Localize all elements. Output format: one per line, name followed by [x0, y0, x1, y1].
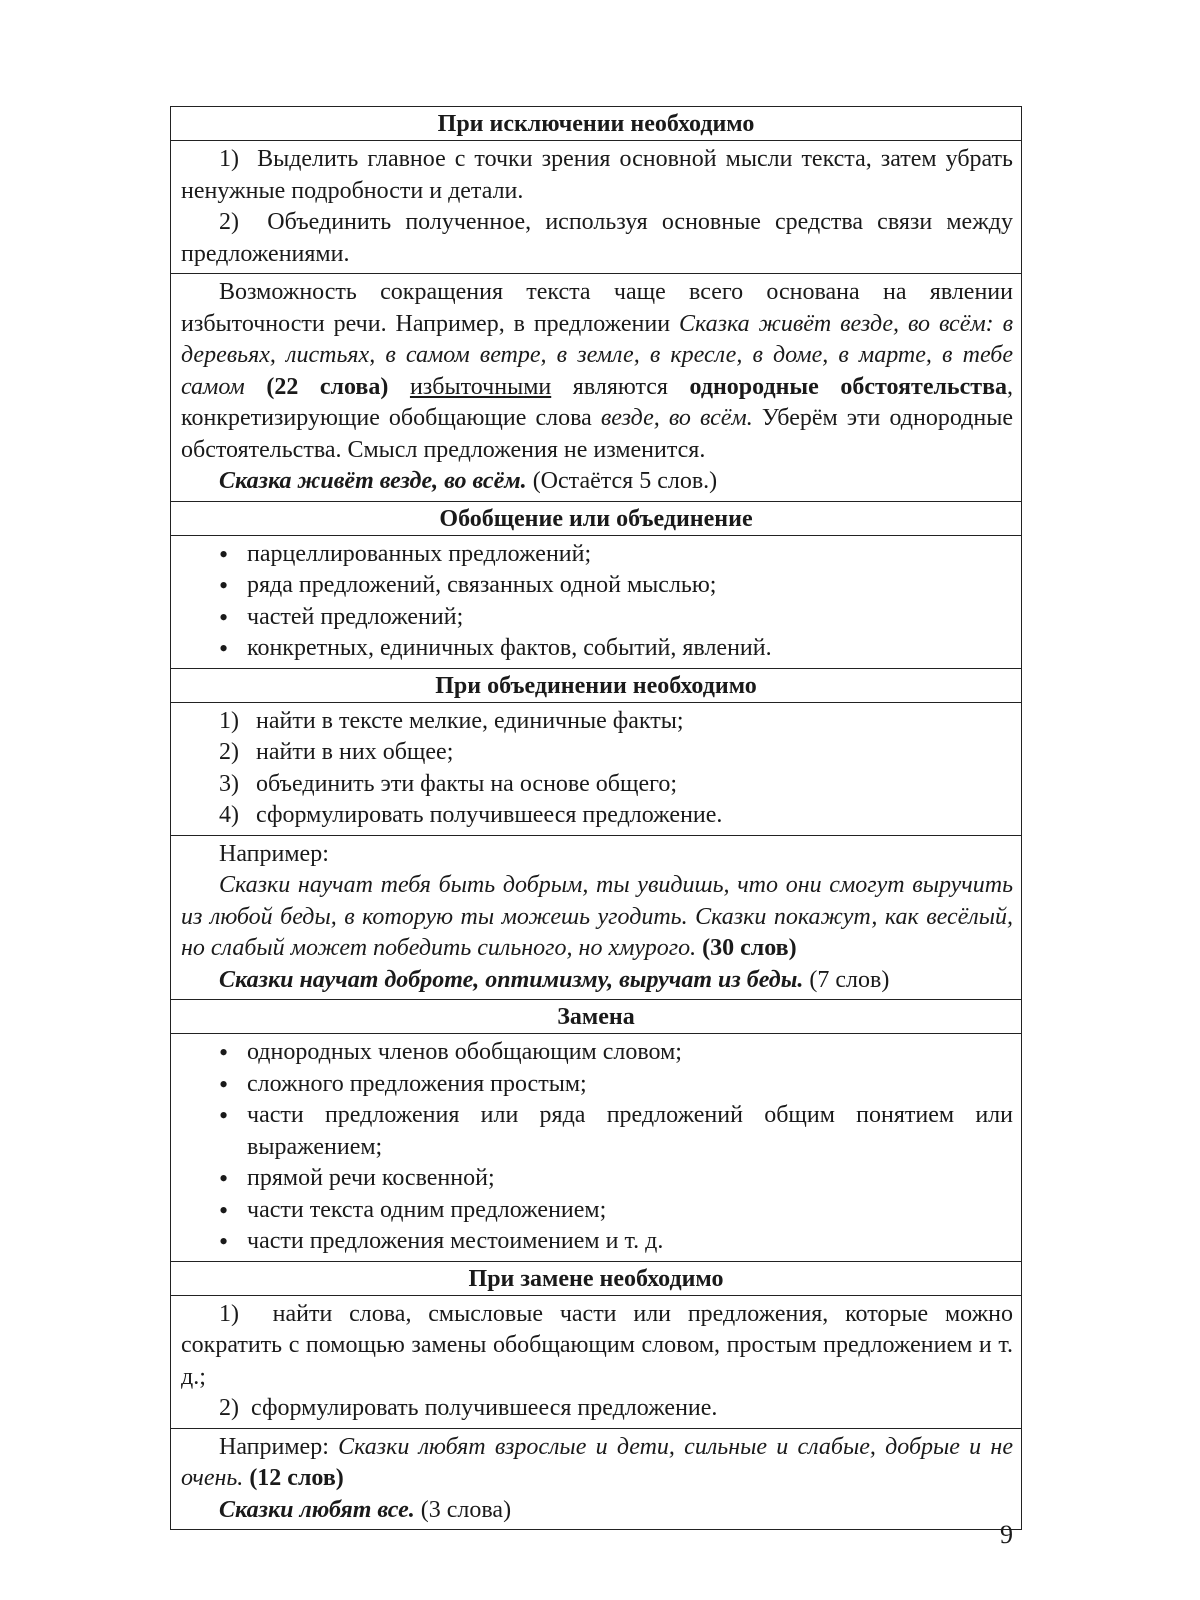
list-item: • прямой речи косвенной; — [181, 1163, 1013, 1195]
combining-example-result: Сказки научат доброте, оптимизму, выручат из беды. (7 слов) — [219, 966, 890, 993]
exclusion-step-1: 1) Выделить главное с точки зрения основной мысли текста, затем убрать ненужные подробности и детали. — [181, 146, 1013, 204]
combining-example — [171, 836, 1021, 1001]
section-header-exclusion: При исключении необходимо — [171, 107, 1021, 141]
replacing-step-1: 1) найти слова, смысловые части или предложения, которые можно сократить с помощью замены обобщающим словом, простым предложением и т. д.; — [181, 1300, 1013, 1390]
section-header-combining: При объединении необходимо — [171, 669, 1021, 703]
combining-steps-cell — [171, 703, 1021, 836]
exclusion-steps — [171, 141, 1021, 274]
replacement-list-cell — [171, 1034, 1021, 1262]
replacement-list — [181, 1037, 1013, 1258]
replacing-step-2: 2) сформулировать получившееся предложение. — [219, 1395, 718, 1421]
combining-steps — [181, 706, 1013, 832]
generalization-list-cell — [171, 536, 1021, 669]
redundancy-result: Сказка живёт везде, во всём. (Остаётся 5 слов.) — [219, 468, 718, 494]
list-item: • частей предложений; — [181, 602, 1013, 634]
rules-table — [170, 106, 1022, 1530]
list-item: • части текста одним предложением; — [181, 1195, 1013, 1227]
redundancy-paragraph: Возможность сокращения текста чаще всего основана на явлении избыточности речи. Например, в предложении Сказка живёт везде, во всём: в деревьях, листьях, в самом ветре, в земле, в кресле, в доме, в марте, в тебе самом (22 слова) избыточными являются однородные обстоятельства, конкретизирующие обобщающие слова везде, во всём. Уберём эти однородные обстоятельства. Смысл предложения не изменится. — [181, 279, 1014, 463]
section-header-replacement: Замена — [171, 1000, 1021, 1034]
list-item: • ряда предложений, связанных одной мыслью; — [181, 570, 1013, 602]
section-header-generalization: Обобщение или объединение — [171, 502, 1021, 536]
replacing-steps — [171, 1296, 1021, 1429]
page-number: 9 — [1000, 1520, 1013, 1549]
list-item: • части предложения или ряда предложений общим понятием или выражением; — [181, 1100, 1013, 1163]
exclusion-step-2: 2) Объединить полученное, используя основные средства связи между предложениями. — [181, 209, 1013, 267]
section-header-replacing: При замене необходимо — [171, 1262, 1021, 1296]
example-label: Например: — [219, 840, 329, 867]
list-item: • парцеллированных предложений; — [181, 539, 1013, 571]
generalization-list — [181, 539, 1013, 665]
replacing-example — [171, 1429, 1021, 1530]
list-item: • сложного предложения простым; — [181, 1069, 1013, 1101]
list-item: • части предложения местоимением и т. д. — [181, 1226, 1013, 1258]
combining-example-text: Сказки научат тебя быть добрым, ты увидишь, что они смогут выручить из любой беды, в которую ты можешь угодить. Сказки покажут, как весёлый, но слабый может победить сильного, но хмурого. (30 слов) — [181, 872, 1013, 961]
list-item: 3) объединить эти факты на основе общего; — [219, 770, 678, 797]
list-item: 1) найти в тексте мелкие, единичные факты; — [219, 707, 684, 734]
replacing-example-text: Например: Сказки любят взрослые и дети, сильные и слабые, добрые и не очень. (12 слов) — [181, 1433, 1013, 1491]
list-item: • конкретных, единичных фактов, событий, явлений. — [181, 633, 1013, 665]
list-item: 4) сформулировать получившееся предложение. — [219, 802, 723, 828]
list-item: 2) найти в них общее; — [219, 739, 454, 765]
replacing-example-result: Сказки любят все. (3 слова) — [219, 1496, 512, 1523]
list-item: • однородных членов обобщающим словом; — [181, 1037, 1013, 1069]
redundancy-explanation — [171, 274, 1021, 502]
